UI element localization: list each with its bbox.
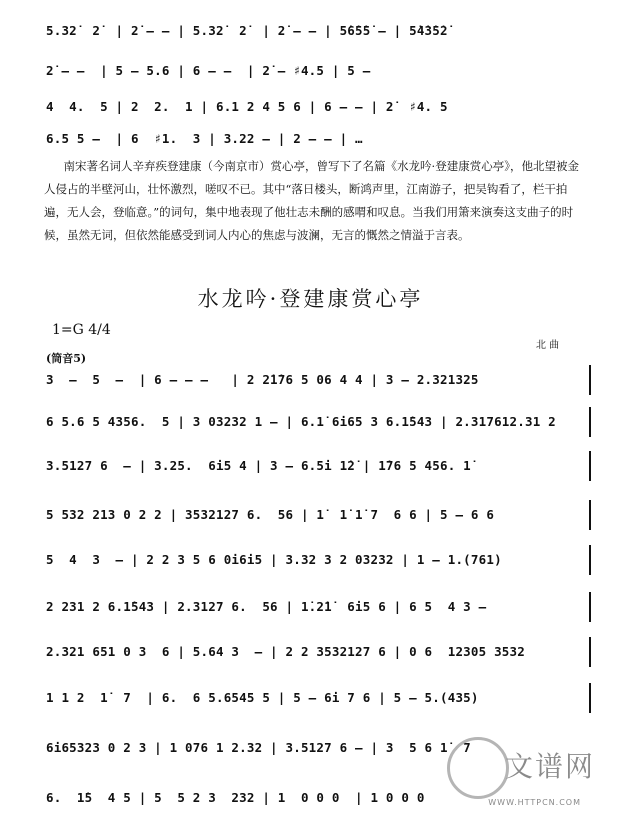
key-signature: 1=G 4/4 (52, 322, 111, 338)
final-barline (589, 637, 591, 667)
score-top-line-4 (0, 124, 621, 154)
notation-text: 3 — 5 — | 6 — — — | 2 2̇1̇76 5 06 4 4 | 3 — 2.321325 (46, 372, 479, 387)
final-barline (589, 545, 591, 575)
notation-text: 2.321 651 0 3 6 | 5.64 3 — | 2 2 3532127 6 | 0 6 12305 3532 (46, 644, 525, 659)
final-barline (589, 500, 591, 530)
score-top-line-3 (0, 92, 621, 122)
score-line-3 (0, 451, 621, 481)
score-line-8 (0, 683, 621, 713)
score-line-4 (0, 500, 621, 530)
final-barline (589, 451, 591, 481)
score-line-1 (0, 365, 621, 395)
watermark-url: WWW.HTTPCN.COM (488, 798, 581, 807)
notation-text: 6.5 5 — | 6 ♯1. 3 | 3.22 — | 2 — — | … (46, 131, 363, 146)
notation-text: 4 4. 5 | 2 2. 1 | 6.1 2 4 5 6 | 6 — — | 2̇ ♯4. 5 (46, 99, 448, 114)
piece-title: 水龙吟·登建康赏心亭 (197, 287, 424, 311)
tonic-note: (筒音5) (46, 352, 87, 365)
final-barline (589, 365, 591, 395)
final-barline (589, 683, 591, 713)
score-line-5 (0, 545, 621, 575)
score-top-line-2 (0, 56, 621, 86)
notation-text: 1 1 2 1̇ 7 | 6. 6 5.6545 5 | 5 — 6i 7 6 | 5 — 5.(435) (46, 690, 479, 705)
score-top-line-1 (0, 16, 621, 46)
final-barline (589, 592, 591, 622)
composer-credit: 北 曲 (536, 340, 560, 351)
notation-text: 5 4 3 — | 2 2 3 5 6 0i6i5 | 3.32 3 2 03232 | 1 — 1.(761) (46, 552, 502, 567)
notation-text: 6i65323 0 2 3 | 1 076 1 2.32 | 3.5127 6 — | 3 5 6 1̇ 7 (46, 740, 471, 755)
notation-text: 2̇ — — | 5 — 5.6 | 6 — — | 2̇ — ♯4.5 | 5 — (46, 63, 371, 78)
final-barline (589, 407, 591, 437)
score-line-7 (0, 637, 621, 667)
intro-paragraph (44, 155, 589, 247)
notation-text: 2 231 2 6.1̇543 | 2.3127 6. 56 | 1̇.2̇1̇ 6i5 6 | 6 5 4 3 — (46, 599, 487, 614)
score-line-6 (0, 592, 621, 622)
watermark-logo-icon (447, 737, 509, 799)
notation-text: 3.5127 6 — | 3.25. 6i5 4 | 3 — 6.5i 1̇2̇ | 1̇76 5 456. 1̇ (46, 458, 471, 473)
notation-text: 5.32̇ 2̇ | 2̇ — — | 5.32̇ 2̇ | 2̇ — — | 5̇6̇5̇5̇ — | 5̇4̇3̇5̇2̇ (46, 23, 448, 38)
notation-text: 5 532 213 0 2 2 | 3532127 6. 56 | 1̇ 1̇ 1̇ 7 6 6 | 5 — 6 6 (46, 507, 495, 522)
score-line-2 (0, 407, 621, 437)
notation-text: 6. 1̇5 4 5 | 5 5 2 3 232 | 1 0 0 0 | 1 0 0 0 (46, 790, 425, 805)
notation-text: 6 5.6 5 4356. 5 | 3 03232 1 — | 6.1̇ 6i65 3 6.1̇543 | 2.317612.31 2 (46, 414, 556, 429)
intro-text: 南宋著名词人辛弃疾登建康（今南京市）赏心亭，曾写下了名篇《水龙吟·登建康赏心亭》，他北望被金人侵占的半壁河山，壮怀激烈，嗟叹不已。其中“落日楼头，断鸿声里，江南游子，把吴钩看了，栏干拍遍，无人会，登临意。”的词句，集中地表现了他壮志未酬的感喟和叹息。当我们用箫来演奏这支曲子的时候，虽然无词，但依然能感受到词人内心的焦虑与波澜，无言的慨然之情溢于言表。 (44, 159, 579, 242)
watermark-text: 文谱网 (504, 750, 595, 783)
